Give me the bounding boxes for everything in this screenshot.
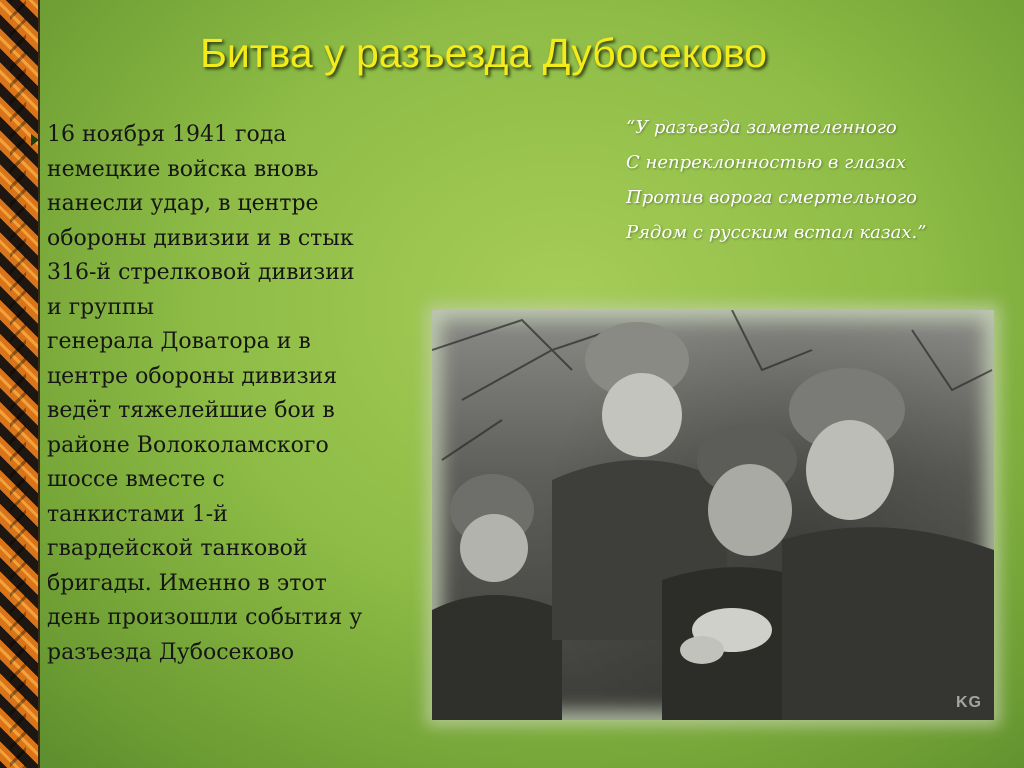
body-line: ведёт тяжелейшие бои в	[47, 398, 335, 423]
soldiers-photo	[432, 310, 994, 720]
body-line: центре обороны дивизия	[47, 363, 338, 389]
body-line: танкистами 1-й	[47, 501, 228, 527]
body-line: разъезда Дубосеково	[47, 639, 295, 665]
body-line: нанесли удар, в центре	[47, 191, 319, 216]
quote-line: Против ворога смертельного	[626, 187, 917, 208]
body-line: районе Волоколамского	[47, 432, 329, 458]
photo-watermark: KG	[956, 694, 982, 711]
body-line: немецкие войска вновь	[47, 156, 319, 182]
triangle-bullet-icon	[31, 134, 39, 146]
body-line: 316-й стрелковой дивизии	[47, 260, 355, 285]
st-george-ribbon-decoration	[0, 0, 40, 768]
body-line: обороны дивизии и в стык	[47, 225, 354, 251]
body-paragraph	[47, 118, 417, 670]
quote-line: “У разъезда заметеленного	[626, 117, 897, 138]
body-line: день произошли события у	[47, 605, 363, 630]
quote-line: С непреклонностью в глазах	[626, 152, 907, 173]
soldiers-photo-illustration	[432, 310, 994, 720]
body-line: генерала Доватора и в	[47, 329, 311, 354]
poem-quote	[626, 110, 1006, 250]
body-line: бригады. Именно в этот	[47, 570, 327, 596]
body-line: гвардейской танковой	[47, 536, 308, 561]
slide-title: Битва у разъезда Дубосеково	[200, 30, 768, 76]
body-line: 16 ноября 1941 года	[47, 122, 287, 147]
body-line: и группы	[47, 294, 155, 320]
quote-line: Рядом с русским встал казах.”	[626, 222, 927, 243]
body-line: шоссе вместе с	[47, 467, 225, 492]
